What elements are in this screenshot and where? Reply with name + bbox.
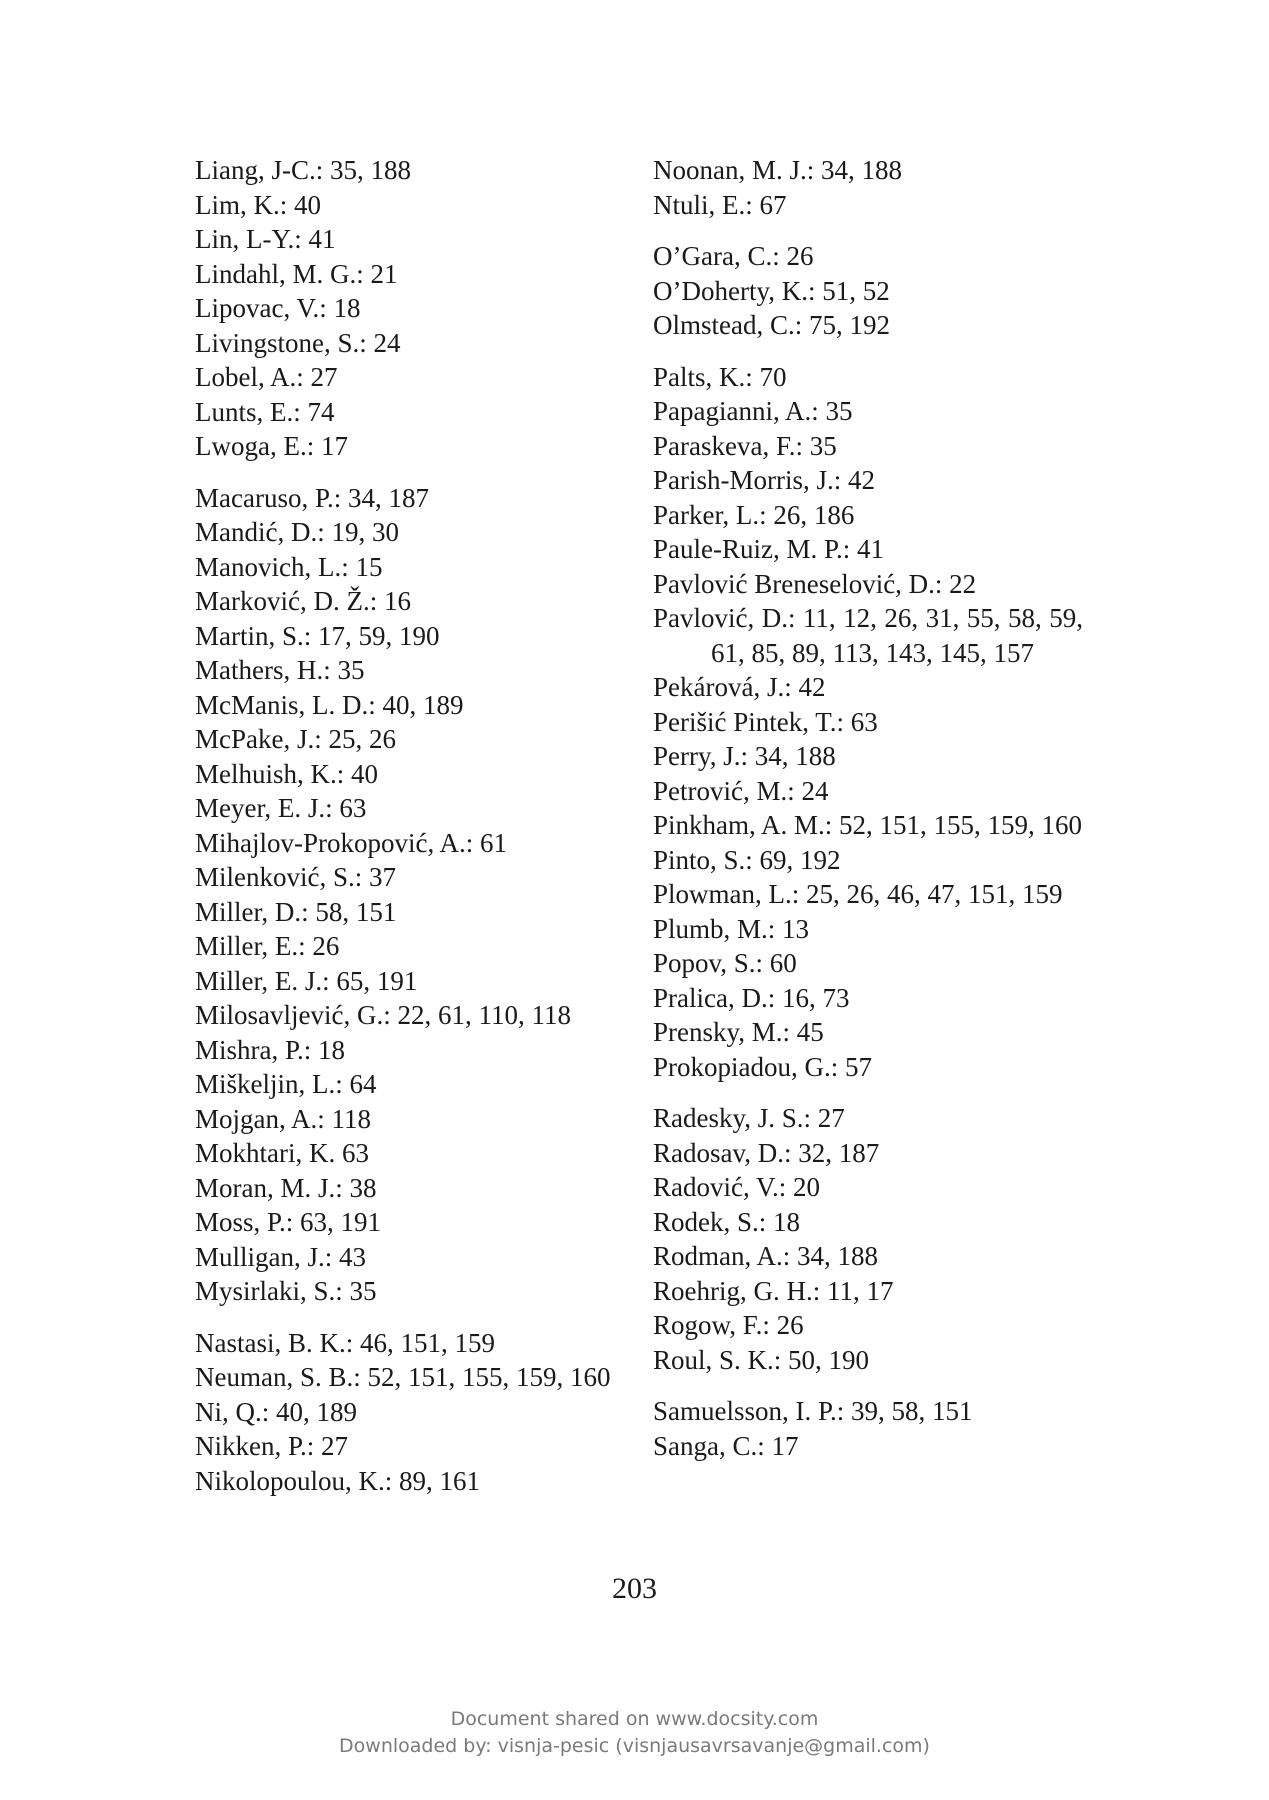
footer-shared-notice: Document shared on www.docsity.com [450,1708,819,1730]
index-entry: Mysirlaki, S.: 35 [195,1276,377,1306]
index-group [195,1326,625,1499]
index-entry: Pavlović, D.: 11, 12, 26, 31, 55, 58, 59, 61, 85, 89, 113, 143, 145, 157 [653,603,1083,668]
index-entry: Pinkham, A. M.: 52, 151, 155, 159, 160 [653,810,1083,840]
index-group [195,481,625,1309]
index-entry: McManis, L. D.: 40, 189 [195,689,464,720]
index-entry: Manovich, L.: 15 [195,551,383,582]
index-entry: Mishra, P.: 18 [195,1034,346,1065]
index-entry: Radović, V.: 20 [653,1172,821,1202]
index-entry: Nastasi, B. K.: 46, 151, 159 [195,1327,495,1358]
index-entry: Palts, K.: 70 [653,361,787,392]
index-entry: Lipovac, V.: 18 [195,293,361,323]
index-entry: Milenković, S.: 37 [195,862,396,892]
index-entry: Parker, L.: 26, 186 [653,499,855,530]
index-group [195,153,625,464]
index-group [653,239,1083,343]
index-entry: Melhuish, K.: 40 [195,758,379,789]
index-entry: Miller, E.: 26 [195,931,340,961]
index-entry: Pekárová, J.: 42 [653,672,826,702]
index-entry: Radosav, D.: 32, 187 [653,1137,880,1168]
index-entry: Moran, M. J.: 38 [195,1172,377,1203]
index-entry: Ni, Q.: 40, 189 [195,1396,357,1427]
index-entry: Pinto, S.: 69, 192 [653,844,841,875]
index-entry: Petrović, M.: 24 [653,775,829,806]
index-entry: Mandić, D.: 19, 30 [195,517,399,547]
index-entry: Nikken, P.: 27 [195,1431,349,1461]
index-entry: Martin, S.: 17, 59, 190 [195,620,440,651]
index-entry: Mathers, H.: 35 [195,655,365,685]
index-entry: Livingstone, S.: 24 [195,327,401,358]
index-entry: Miller, E. J.: 65, 191 [195,965,418,996]
index-entry: O’Doherty, K.: 51, 52 [653,275,890,306]
index-entry: Noonan, M. J.: 34, 188 [653,155,902,185]
index-entry: Moss, P.: 63, 191 [195,1207,382,1237]
index-entry: Ntuli, E.: 67 [653,189,787,220]
index-entry: Paraskeva, F.: 35 [653,430,837,461]
page-number: 203 [612,1572,657,1605]
index-entry: Rogow, F.: 26 [653,1310,804,1340]
index-group [653,360,1083,1085]
index-entry: Pavlović Breneselović, D.: 22 [653,568,977,599]
index-group [653,153,1083,222]
index-entry: Roul, S. K.: 50, 190 [653,1344,870,1375]
index-entry: Meyer, E. J.: 63 [195,793,367,823]
index-entry: Radesky, J. S.: 27 [653,1103,845,1133]
index-group [653,1394,1083,1463]
index-entry: Mokhtari, K. 63 [195,1138,369,1168]
index-column-left [195,153,625,1515]
index-entry: Pralica, D.: 16, 73 [653,982,850,1013]
index-entry: Lobel, A.: 27 [195,362,338,392]
index-entry: Milosavljević, G.: 22, 61, 110, 118 [195,1000,571,1030]
index-entry: Paule-Ruiz, M. P.: 41 [653,534,885,564]
index-entry: Macaruso, P.: 34, 187 [195,482,429,513]
index-column-right [653,153,1083,1480]
index-entry: Rodman, A.: 34, 188 [653,1241,879,1271]
index-entry: Perry, J.: 34, 188 [653,741,836,771]
index-entry: Lwoga, E.: 17 [195,431,348,461]
index-entry: Lindahl, M. G.: 21 [195,258,398,289]
index-entry: Sanga, C.: 17 [653,1430,799,1461]
index-entry: Parish-Morris, J.: 42 [653,465,875,495]
index-group [653,1101,1083,1377]
index-entry: Liang, J-C.: 35, 188 [195,155,411,185]
footer-download-notice: Downloaded by: visnja-pesic (visnjausavrsavanje@gmail.com) [339,1735,930,1757]
index-entry: Plumb, M.: 13 [653,913,810,944]
index-entry: Lim, K.: 40 [195,189,321,220]
index-entry: Papagianni, A.: 35 [653,396,853,426]
index-entry: Miller, D.: 58, 151 [195,896,397,927]
index-entry: McPake, J.: 25, 26 [195,724,396,754]
index-entry: Popov, S.: 60 [653,948,797,978]
index-entry: Prensky, M.: 45 [653,1017,824,1047]
index-entry: Plowman, L.: 25, 26, 46, 47, 151, 159 [653,879,1063,909]
index-entry: Lin, L-Y.: 41 [195,224,336,254]
index-entry: Roehrig, G. H.: 11, 17 [653,1275,894,1306]
index-entry: Samuelsson, I. P.: 39, 58, 151 [653,1396,973,1426]
index-entry: Neuman, S. B.: 52, 151, 155, 159, 160 [195,1362,611,1392]
index-entry: Mihajlov-Prokopović, A.: 61 [195,827,507,858]
index-entry: Mojgan, A.: 118 [195,1103,372,1134]
index-entry: Olmstead, C.: 75, 192 [653,310,890,340]
index-entry: Mulligan, J.: 43 [195,1241,367,1272]
index-entry: Miškeljin, L.: 64 [195,1069,377,1099]
index-entry: Rodek, S.: 18 [653,1206,801,1237]
index-entry: Marković, D. Ž.: 16 [195,586,411,616]
index-entry: O’Gara, C.: 26 [653,241,814,271]
index-entry: Lunts, E.: 74 [195,396,335,427]
index-entry: Nikolopoulou, K.: 89, 161 [195,1465,481,1496]
index-entry: Perišić Pintek, T.: 63 [653,706,878,737]
index-entry: Prokopiadou, G.: 57 [653,1051,872,1082]
